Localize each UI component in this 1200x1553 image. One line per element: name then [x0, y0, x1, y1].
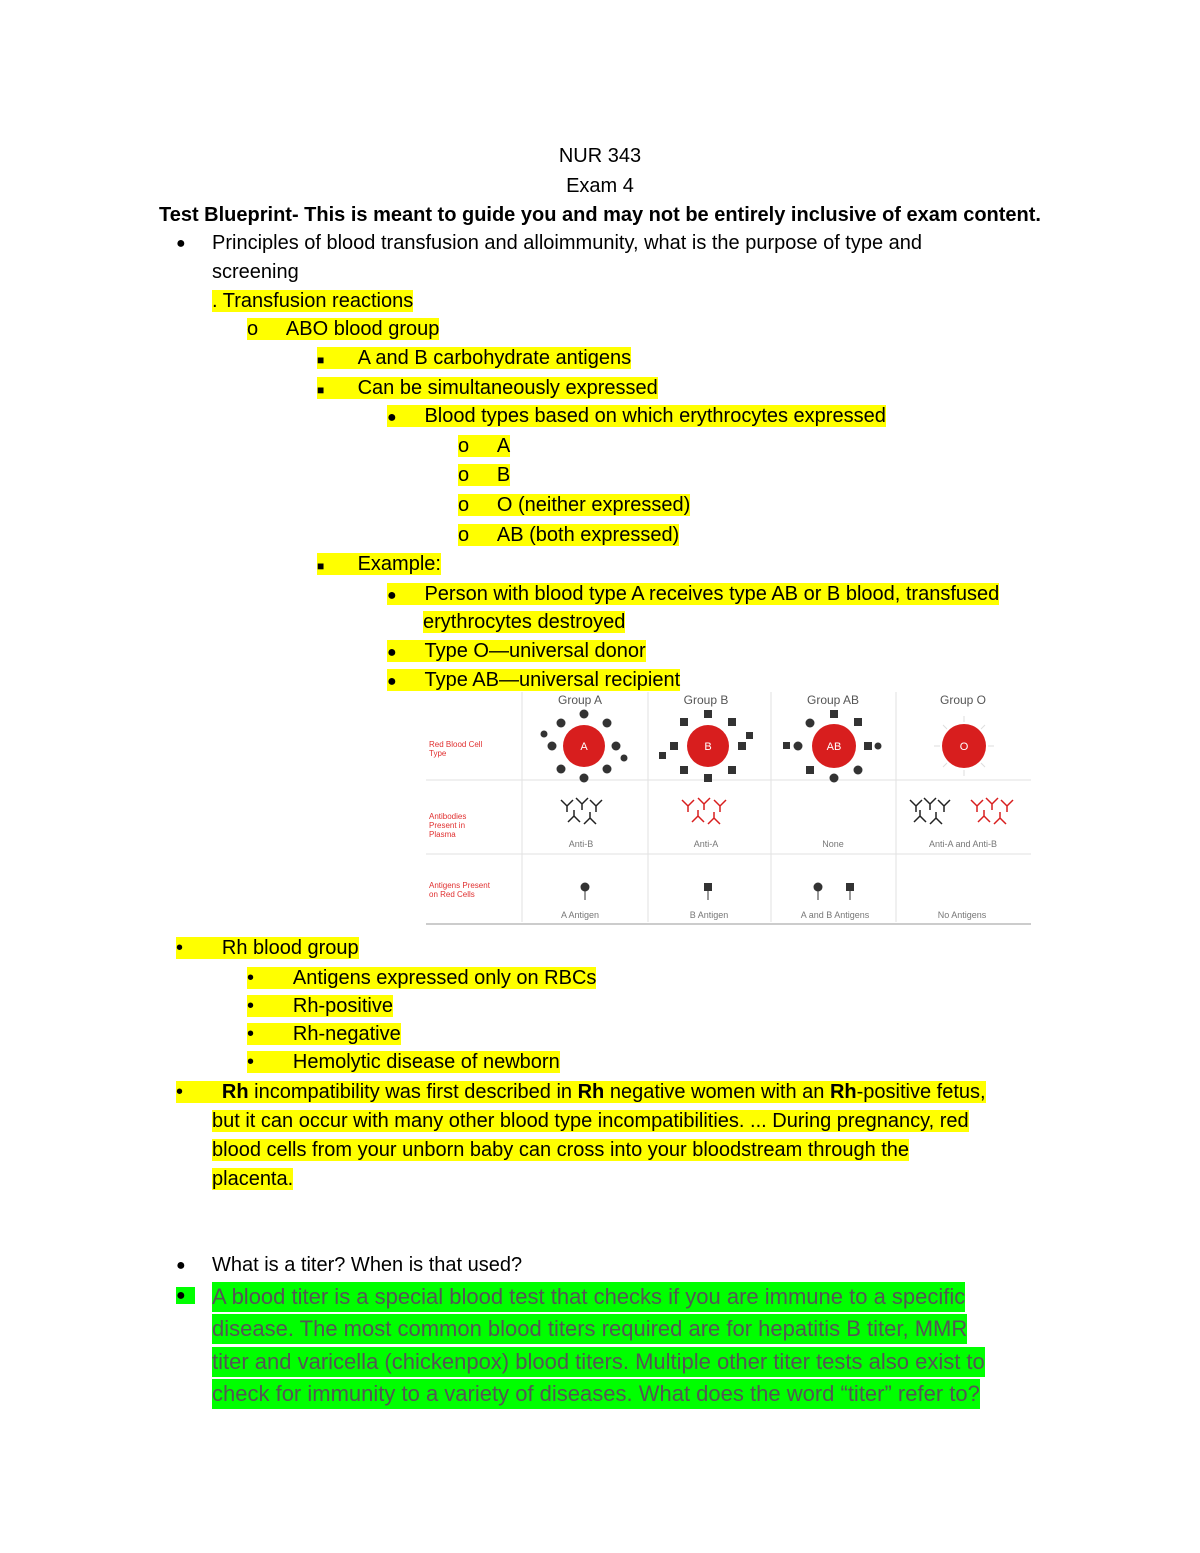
rh-item: • Rh-positive: [247, 995, 393, 1017]
bullet-icon: ●: [176, 235, 186, 252]
titer-answer-line: disease. The most common blood titers required are for hepatitis B titer, MMR: [212, 1314, 967, 1344]
transfusion-reactions: . Transfusion reactions: [212, 290, 414, 312]
course-title: NUR 343: [558, 145, 642, 167]
antigen-b-icon: [704, 883, 712, 900]
rh-item: • Hemolytic disease of newborn: [247, 1051, 560, 1073]
blood-types: ● Blood types based on which erythrocytes expressed: [387, 405, 886, 427]
bullet-icon: ●: [176, 1257, 186, 1274]
example-label: ■ Example:: [317, 553, 441, 575]
universal-recipient: ● Type AB—universal recipient: [387, 669, 681, 691]
cell-letter: A: [580, 741, 588, 753]
row-label: Antigens Present: [429, 881, 490, 890]
antibody-anti-b-icon: [561, 798, 602, 824]
antibody-anti-a-icon: [682, 798, 726, 824]
bullet-icon: ●: [387, 673, 397, 690]
cell-letter: O: [959, 741, 969, 753]
cell-letter: AB: [826, 741, 842, 753]
type-item: o A: [458, 435, 511, 457]
type-item: o B: [458, 464, 511, 486]
row-label: Present in: [429, 821, 466, 830]
rh-paragraph-line2: but it can occur with many other blood type incompatibilities. ... During pregnancy, red: [212, 1110, 969, 1132]
abo-blood-group: o ABO blood group: [247, 318, 440, 340]
cell-letter: B: [704, 741, 712, 753]
antibody-label: None: [822, 839, 844, 849]
rh-paragraph-line4: placenta.: [212, 1168, 294, 1190]
titer-answer-line: check for immunity to a variety of diseases. What does the word “titer” refer to?: [212, 1379, 980, 1409]
titer-question: What is a titer? When is that used?: [212, 1254, 523, 1276]
type-item: o AB (both expressed): [458, 524, 680, 546]
row-label: Red Blood Cell: [429, 740, 483, 749]
square-bullet-icon: ■: [317, 559, 325, 573]
group-header: Group O: [939, 693, 987, 707]
group-header: Group A: [557, 693, 603, 707]
antigen-label: No Antigens: [937, 910, 987, 920]
bullet-icon: ●: [387, 644, 397, 661]
antibody-label: Anti-A: [693, 839, 719, 849]
rh-blood-group: • Rh blood group: [176, 937, 359, 959]
blood-group-diagram: [426, 692, 1031, 928]
rh-item: • Antigens expressed only on RBCs: [247, 967, 597, 989]
row-label: Plasma: [429, 830, 456, 839]
simultaneous: ■ Can be simultaneously expressed: [317, 377, 658, 399]
principles-line2: screening: [212, 261, 299, 283]
row-label: on Red Cells: [429, 890, 475, 899]
ab-antigens: ■ A and B carbohydrate antigens: [317, 347, 632, 369]
rh-item: • Rh-negative: [247, 1023, 401, 1045]
group-header: Group AB: [806, 693, 860, 707]
antigen-label: B Antigen: [689, 910, 729, 920]
antibody-anti-a-and-b-icon: [910, 798, 1013, 824]
type-item: o O (neither expressed): [458, 494, 691, 516]
titer-answer-line: A blood titer is a special blood test that checks if you are immune to a specific: [212, 1282, 965, 1312]
group-header: Group B: [683, 693, 729, 707]
antigen-label: A Antigen: [560, 910, 600, 920]
antibody-label: Anti-A and Anti-B: [928, 839, 998, 849]
blueprint-title: Test Blueprint- This is meant to guide you and may not be entirely inclusive of exam content.: [158, 204, 1041, 226]
row-label: Antibodies: [429, 812, 467, 821]
universal-donor: ● Type O—universal donor: [387, 640, 646, 662]
rh-paragraph-line1: • Rh incompatibility was first described in Rh negative women with an Rh-positive fetus,: [176, 1081, 986, 1103]
principles-line1: Principles of blood transfusion and alloimmunity, what is the purpose of type and: [212, 232, 923, 254]
bullet-icon: ●: [387, 587, 397, 604]
titer-answer-line: titer and varicella (chickenpox) blood titers. Multiple other titer tests also exist to: [212, 1347, 985, 1377]
exam-title: Exam 4: [566, 175, 634, 197]
antigen-label: A and B Antigens: [800, 910, 870, 920]
example-person-line2: erythrocytes destroyed: [423, 611, 626, 633]
antigen-ab-icon: [814, 883, 855, 901]
rh-paragraph-line3: blood cells from your unborn baby can cross into your bloodstream through the: [212, 1139, 910, 1161]
square-bullet-icon: ■: [317, 383, 325, 397]
row-label: Type: [429, 749, 447, 758]
antibody-label: Anti-B: [568, 839, 594, 849]
square-bullet-icon: ■: [317, 353, 325, 367]
antigen-a-icon: [581, 883, 590, 901]
bullet-icon: ●: [176, 1287, 195, 1304]
example-person-line1: ● Person with blood type A receives type AB or B blood, transfused: [387, 583, 1000, 605]
bullet-icon: ●: [387, 409, 397, 426]
